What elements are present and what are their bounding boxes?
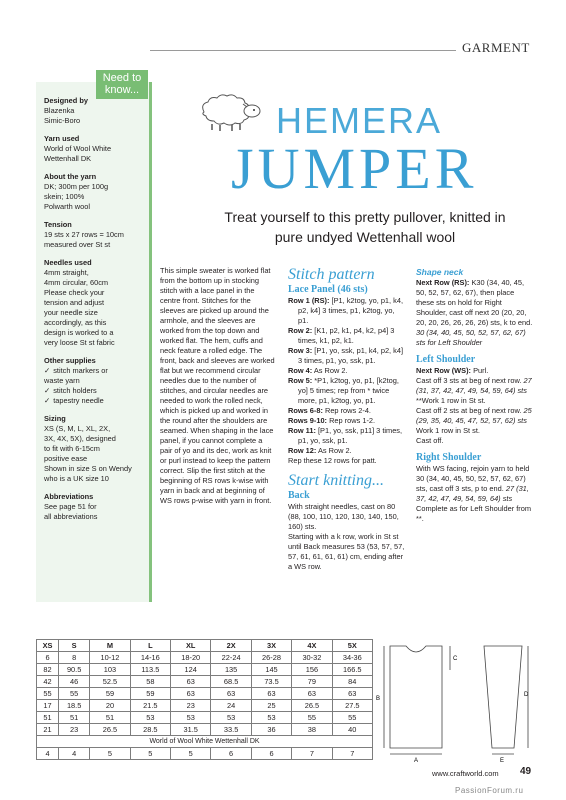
- table-cell: 25: [251, 700, 291, 712]
- size-header-cell: 2X: [211, 640, 251, 652]
- left-shoulder-castoff: Cast off 3 sts at beg of next row. 27 (31, 37, 42, 47, 49, 54, 59, 64) sts: [416, 376, 532, 395]
- yarn-count-cell: 4: [37, 748, 59, 760]
- size-header-cell: XS: [37, 640, 59, 652]
- table-cell: 33.5: [211, 724, 251, 736]
- lace-panel-heading: Lace Panel (46 sts): [288, 284, 368, 295]
- yarn-value: World of Wool White Wettenhall DK: [44, 144, 112, 163]
- check-icon: ✓: [44, 386, 51, 395]
- table-cell: 30-32: [292, 652, 332, 664]
- supplies-item: ✓ stitch markers or waste yarn: [44, 366, 108, 385]
- diagram-label: B: [376, 696, 381, 702]
- right-shoulder-heading: Right Shoulder: [416, 452, 482, 463]
- tension-heading: Tension: [44, 220, 72, 229]
- table-cell: 63: [211, 688, 251, 700]
- yarn-count-cell: 5: [130, 748, 170, 760]
- lace-row: Row 2: [K1, p2, k1, p4, k2, p4] 3 times, k1, p2, k1.: [288, 326, 395, 345]
- table-cell: 20: [90, 700, 130, 712]
- designed-by-heading: Designed by: [44, 96, 88, 105]
- table-row: [37, 664, 373, 676]
- table-cell: 124: [171, 664, 211, 676]
- stitch-pattern-heading: Stitch pattern: [288, 266, 375, 283]
- left-shoulder-castoff-3: Cast off.: [416, 436, 444, 445]
- page-number: 49: [520, 766, 532, 777]
- table-cell: 55: [292, 712, 332, 724]
- table-cell: 23: [171, 700, 211, 712]
- table-cell: 52.5: [90, 676, 130, 688]
- yarn-count-cell: 6: [211, 748, 251, 760]
- table-row: [37, 724, 373, 736]
- left-shoulder-row: Next Row (WS): Purl.: [416, 366, 489, 375]
- supplies-item: ✓ tapestry needle: [44, 396, 104, 405]
- table-cell: 53: [211, 712, 251, 724]
- intro-column: [160, 266, 276, 506]
- table-cell: 55: [59, 688, 90, 700]
- designed-by-value: Blazenka Simic-Boro: [44, 106, 81, 125]
- table-cell: 79: [292, 676, 332, 688]
- table-cell: 103: [90, 664, 130, 676]
- table-cell: 26.5: [90, 724, 130, 736]
- footer-url: www.craftworld.com: [432, 769, 499, 778]
- check-icon: ✓: [44, 396, 51, 405]
- yarn-count-cell: 6: [251, 748, 291, 760]
- lace-row: Rows 9-10: Rep rows 1-2.: [288, 416, 376, 425]
- table-row: [37, 676, 373, 688]
- table-cell: 84: [332, 676, 372, 688]
- garment-schematic: [374, 640, 530, 764]
- table-cell: 55: [332, 712, 372, 724]
- table-cell: 63: [332, 688, 372, 700]
- lace-row: Row 5: *P1, k2tog, yo, p1, [k2tog, yo] 5 times; rep from * twice more, p1, k2tog, yo, p1.: [288, 376, 399, 405]
- size-header-cell: 5X: [332, 640, 372, 652]
- yarn-count-cell: 5: [171, 748, 211, 760]
- table-cell: 82: [37, 664, 59, 676]
- need-to-know-badge: Need to know...: [96, 70, 148, 99]
- diagram-label: E: [500, 758, 505, 764]
- sizing-value: XS (S, M, L, XL, 2X, 3X, 4X, 5X), designed to fit with 6-15cm positive ease Shown in size S on Wendy who is a UK size 10: [44, 424, 132, 483]
- supplies-item: ✓ stitch holders: [44, 386, 97, 395]
- diagram-label: C: [453, 656, 458, 662]
- table-cell: 51: [37, 712, 59, 724]
- table-cell: 135: [211, 664, 251, 676]
- sidebar-content: [44, 96, 148, 530]
- repeat-text: Rep these 12 rows for patt.: [288, 456, 377, 465]
- left-shoulder-castoff-2: Cast off 2 sts at beg of next row. 25 (29, 35, 40, 45, 47, 52, 57, 62) sts: [416, 406, 532, 425]
- size-header-cell: S: [59, 640, 90, 652]
- table-cell: 8: [59, 652, 90, 664]
- size-header-cell: XL: [171, 640, 211, 652]
- yarn-label-row: [37, 736, 373, 748]
- table-row: [37, 700, 373, 712]
- yarn-count-cell: 7: [332, 748, 372, 760]
- left-shoulder-work-2: Work 1 row in St st.: [416, 426, 480, 435]
- size-header-cell: 3X: [251, 640, 291, 652]
- needles-heading: Needles used: [44, 258, 92, 267]
- header-rule: [150, 50, 456, 51]
- abbreviations-heading: Abbreviations: [44, 492, 94, 501]
- table-row: [37, 652, 373, 664]
- table-cell: 73.5: [251, 676, 291, 688]
- supplies-list: [44, 366, 148, 406]
- size-header-row: [37, 640, 373, 652]
- lace-row: Row 4: As Row 2.: [288, 366, 348, 375]
- table-row: [37, 712, 373, 724]
- stitch-column: [288, 266, 406, 572]
- lace-row: Rows 6-8: Rep rows 2-4.: [288, 406, 371, 415]
- table-cell: 63: [171, 676, 211, 688]
- table-cell: 59: [90, 688, 130, 700]
- table-cell: 10-12: [90, 652, 130, 664]
- body-outline: [390, 646, 442, 748]
- right-shoulder-complete: Complete as for Left Shoulder from **.: [416, 504, 532, 523]
- table-cell: 36: [251, 724, 291, 736]
- tension-value: 19 sts x 27 rows = 10cm measured over St st: [44, 230, 124, 249]
- table-cell: 55: [37, 688, 59, 700]
- table-cell: 23: [59, 724, 90, 736]
- shaping-column: [416, 266, 534, 524]
- intro-text: Treat yourself to this pretty pullover, knitted in pure undyed Wettenhall wool: [224, 209, 506, 245]
- table-cell: 53: [130, 712, 170, 724]
- yarn-count-cell: 4: [59, 748, 90, 760]
- table-cell: 53: [171, 712, 211, 724]
- table-cell: 51: [59, 712, 90, 724]
- table-cell: 46: [59, 676, 90, 688]
- table-cell: 113.5: [130, 664, 170, 676]
- table-cell: 24: [211, 700, 251, 712]
- table-cell: 18.5: [59, 700, 90, 712]
- title-line-1: HEMERA: [276, 100, 443, 141]
- table-cell: 14-16: [130, 652, 170, 664]
- table-cell: 21.5: [130, 700, 170, 712]
- table-cell: 40: [332, 724, 372, 736]
- sheep-illustration: [190, 94, 270, 134]
- table-cell: 63: [292, 688, 332, 700]
- yarn-label-cell: World of Wool White Wettenhall DK: [37, 736, 373, 748]
- table-cell: 26-28: [251, 652, 291, 664]
- table-cell: 166.5: [332, 664, 372, 676]
- table-cell: 58: [130, 676, 170, 688]
- table-cell: 26.5: [292, 700, 332, 712]
- diagram-label: D: [524, 692, 529, 698]
- table-cell: 28.5: [130, 724, 170, 736]
- table-cell: 31.5: [171, 724, 211, 736]
- table-cell: 34-36: [332, 652, 372, 664]
- table-cell: 156: [292, 664, 332, 676]
- table-cell: 59: [130, 688, 170, 700]
- diagram-label: A: [414, 758, 419, 764]
- table-cell: 68.5: [211, 676, 251, 688]
- table-cell: 27.5: [332, 700, 372, 712]
- lace-row: Row 1 (RS): [P1, k2tog, yo, p1, k4, p2, k4] 3 times, p1, k2tog, yo, p1.: [288, 296, 404, 325]
- about-yarn-heading: About the yarn: [44, 172, 97, 181]
- table-cell: 21: [37, 724, 59, 736]
- table-cell: 53: [251, 712, 291, 724]
- table-cell: 63: [251, 688, 291, 700]
- watermark: PassionForum.ru: [455, 786, 524, 795]
- pattern-description: This simple sweater is worked flat from the bottom up in stocking stitch with a lace panel in the centre front. Stitches for the sleeves are picked up around the armhole, and the sleeves are worked from the top down and worked flat. The hem, cuffs and neck feature a rolled edge. The front, back and sleeves are worked flat but we recommend circular needles due to the number of stitches, and circular needles are needed to work the rolled neck, which is picked up and worked in the round after the shoulders are seamed. When shaping in the lace panel, if you cannot complete a pair of yo and its dec, work as knit or purl instead to keep the pattern correct. Slip the first stitch at the beginning of RS rows k-wise with yarn in back and at beginning of WS rows p-wise with yarn in front.: [160, 266, 275, 505]
- abbreviations-value: See page 51 for all abbreviations: [44, 502, 98, 521]
- table-cell: 38: [292, 724, 332, 736]
- table-row: [37, 688, 373, 700]
- lace-row: Row 11: [P1, yo, ssk, p11] 3 times, p1, yo, ssk, p1.: [288, 426, 403, 445]
- size-header-cell: M: [90, 640, 130, 652]
- table-cell: 90.5: [59, 664, 90, 676]
- left-shoulder-work: **Work 1 row in St st.: [416, 396, 486, 405]
- about-yarn-value: DK; 300m per 100g skein; 100% Polwarth wool: [44, 182, 109, 211]
- size-table: [36, 639, 373, 760]
- table-cell: 51: [90, 712, 130, 724]
- section-label: GARMENT: [462, 40, 530, 55]
- start-knitting-heading: Start knitting...: [288, 472, 384, 489]
- supplies-heading: Other supplies: [44, 356, 96, 365]
- needles-value: 4mm straight, 4mm circular, 60cm Please check your tension and adjust your needle size accordingly, as this design is worked to a very loose St st fabric: [44, 268, 115, 347]
- check-icon: ✓: [44, 366, 51, 375]
- table-cell: 42: [37, 676, 59, 688]
- yarn-heading: Yarn used: [44, 134, 80, 143]
- table-cell: 17: [37, 700, 59, 712]
- sizing-heading: Sizing: [44, 414, 66, 423]
- back-heading: Back: [288, 490, 310, 501]
- yarn-count-cell: 5: [90, 748, 130, 760]
- table-cell: 6: [37, 652, 59, 664]
- size-header-cell: L: [130, 640, 170, 652]
- table-cell: 18-20: [171, 652, 211, 664]
- shape-neck-heading: Shape neck: [416, 267, 464, 277]
- table-cell: 145: [251, 664, 291, 676]
- size-header-cell: 4X: [292, 640, 332, 652]
- yarn-count-cell: 7: [292, 748, 332, 760]
- title-line-2: JUMPER: [231, 136, 478, 201]
- right-shoulder-text: With WS facing, rejoin yarn to held 30 (34, 40, 45, 50, 52, 57, 62, 67) sts, cast off 3 sts, p to end. 27 (31, 37, 42, 47, 49, 54, 59, 64) sts: [416, 464, 530, 503]
- shape-neck-text: Next Row (RS): K30 (34, 40, 45, 50, 52, 57, 62, 67), then place these sts on hold for Right Shoulder, cast off next 20 (20, 20, 20, 20, 26, 26, 26, 26) sts, k to end. 30 (34, 40, 45, 50, 52, 57, 62, 67) sts for Left Shoulder: [416, 278, 533, 347]
- left-shoulder-heading: Left Shoulder: [416, 354, 476, 365]
- lace-rows: [288, 296, 406, 456]
- table-cell: 22-24: [211, 652, 251, 664]
- back-text: With straight needles, cast on 80 (88, 100, 110, 120, 130, 140, 150, 160) sts. Starting with a k row, work in St st until Back measures 53 (53, 57, 57, 57, 61, 61, 61, 61) cm, ending after a WS row.: [288, 502, 405, 571]
- yarn-count-row: [37, 748, 373, 760]
- lace-row: Row 3: [P1, yo, ssk, p1, k4, p2, k4] 3 times, p1, yo, ssk, p1.: [288, 346, 404, 365]
- lace-row: Row 12: As Row 2.: [288, 446, 352, 455]
- sleeve-outline: [484, 646, 522, 748]
- table-cell: 63: [171, 688, 211, 700]
